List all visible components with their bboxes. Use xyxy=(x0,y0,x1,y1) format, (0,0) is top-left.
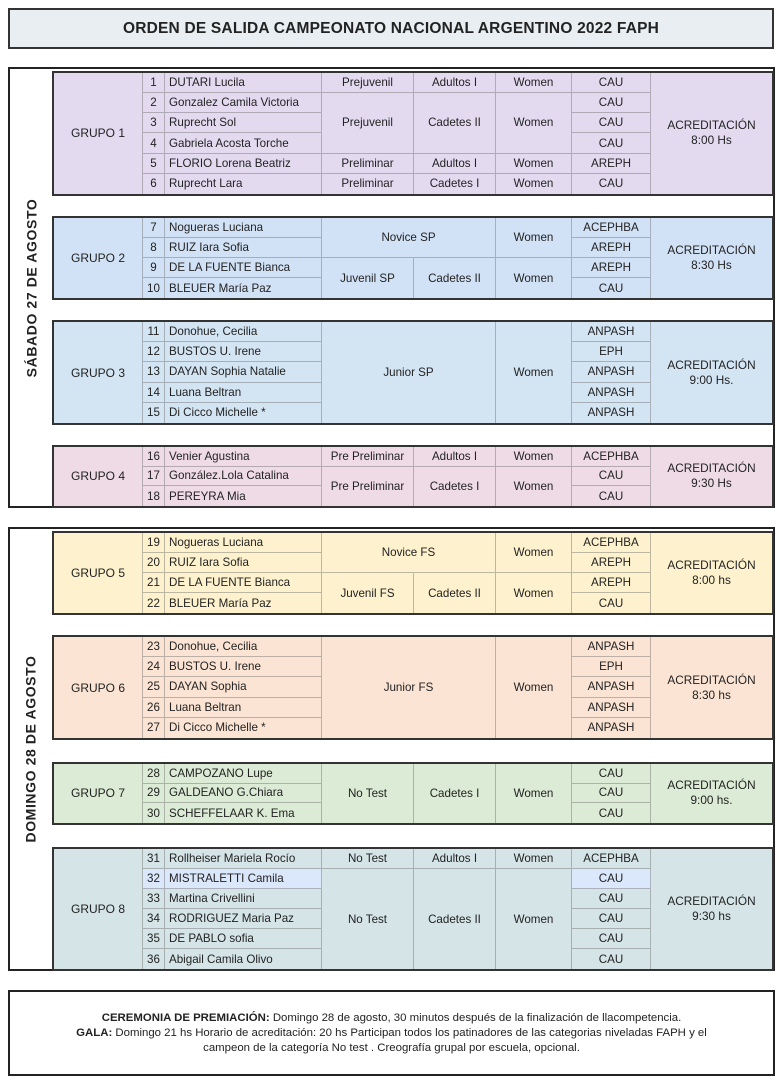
skater-number: 27 xyxy=(143,718,165,738)
club: ANPASH xyxy=(572,383,651,403)
group-5 xyxy=(52,531,774,615)
skater-number: 33 xyxy=(143,889,165,909)
skater-name: Ruprecht Sol xyxy=(165,113,322,133)
group-name: GRUPO 8 xyxy=(54,849,143,969)
skater-name: Di Cicco Michelle * xyxy=(165,718,322,738)
group-name: GRUPO 6 xyxy=(54,637,143,738)
accreditation xyxy=(651,73,772,194)
skater-number: 17 xyxy=(143,467,165,487)
group-name: GRUPO 5 xyxy=(54,533,143,613)
group-name: GRUPO 3 xyxy=(54,322,143,423)
category-gender: Women xyxy=(496,849,572,869)
skater-number: 20 xyxy=(143,553,165,573)
accreditation-label: ACREDITACIÓN xyxy=(667,461,756,476)
skater-number: 35 xyxy=(143,929,165,949)
day-label: SÁBADO 27 DE AGOSTO xyxy=(23,198,39,377)
skater-number: 12 xyxy=(143,342,165,362)
page-title: ORDEN DE SALIDA CAMPEONATO NACIONAL ARGENTINO 2022 FAPH xyxy=(8,8,774,49)
accreditation-time: 8:30 hs xyxy=(692,687,731,702)
gala-line xyxy=(76,1026,707,1041)
category-level: No Test xyxy=(322,869,414,969)
ceremony-label: CEREMONIA DE PREMIACIÓN: xyxy=(101,1011,270,1024)
category-age: Cadetes II xyxy=(414,573,496,613)
gala-text: Domingo 21 hs Horario de acreditación: 20 hs Participan todos los patinadores de las categorias niveladas FAPH y el xyxy=(115,1026,707,1039)
club: ANPASH xyxy=(572,362,651,382)
skater-name: GALDEANO G.Chiara xyxy=(165,784,322,804)
accreditation-label: ACREDITACIÓN xyxy=(667,558,756,572)
day-label: DOMINGO 28 DE AGOSTO xyxy=(23,655,39,843)
club: ANPASH xyxy=(572,322,651,342)
accreditation-label: ACREDITACIÓN xyxy=(667,672,756,687)
club: ANPASH xyxy=(572,718,651,738)
skater-number: 5 xyxy=(143,154,165,174)
category-age: Cadetes II xyxy=(414,869,496,969)
accreditation-time: 8:00 hs xyxy=(692,573,731,587)
club: AREPH xyxy=(572,238,651,258)
skater-name: PEREYRA Mia xyxy=(165,486,322,506)
accreditation-time: 9:30 hs xyxy=(692,909,731,923)
accreditation xyxy=(651,637,772,738)
club: CAU xyxy=(572,133,651,153)
category-level: Juvenil FS xyxy=(322,573,414,613)
skater-name: RUIZ Iara Sofia xyxy=(165,553,322,573)
group-name: GRUPO 2 xyxy=(54,218,143,298)
skater-name: DUTARI Lucila xyxy=(165,73,322,93)
ceremony-line xyxy=(102,1011,682,1026)
skater-number: 26 xyxy=(143,698,165,718)
skater-name: BLEUER María Paz xyxy=(165,278,322,298)
skater-number: 25 xyxy=(143,677,165,697)
skater-name: Nogueras Luciana xyxy=(165,218,322,238)
accreditation xyxy=(651,849,772,969)
skater-number: 32 xyxy=(143,869,165,889)
skater-name: Nogueras Luciana xyxy=(165,533,322,553)
skater-name: DE LA FUENTE Bianca xyxy=(165,573,322,593)
category-age: Adultos I xyxy=(414,154,496,174)
skater-number: 11 xyxy=(143,322,165,342)
skater-number: 28 xyxy=(143,764,165,784)
skater-number: 31 xyxy=(143,849,165,869)
skater-name: González.Lola Catalina xyxy=(165,467,322,487)
club: ACEPHBA xyxy=(572,533,651,553)
club: CAU xyxy=(572,889,651,909)
skater-number: 15 xyxy=(143,403,165,423)
club: CAU xyxy=(572,764,651,784)
category-level: Preliminar xyxy=(322,154,414,174)
club: EPH xyxy=(572,657,651,677)
category-level: Pre Preliminar xyxy=(322,447,414,467)
category-gender: Women xyxy=(496,73,572,93)
category-level: Junior SP xyxy=(322,322,496,423)
category-level: No Test xyxy=(322,764,414,823)
accreditation-time: 9:00 Hs. xyxy=(689,372,734,387)
skater-name: Donohue, Cecilia xyxy=(165,637,322,657)
club: CAU xyxy=(572,93,651,113)
category-gender: Women xyxy=(496,154,572,174)
skater-name: Venier Agustina xyxy=(165,447,322,467)
skater-name: BLEUER María Paz xyxy=(165,593,322,613)
category-level: Prejuvenil xyxy=(322,73,414,93)
skater-number: 30 xyxy=(143,803,165,823)
skater-number: 24 xyxy=(143,657,165,677)
accreditation-time: 9:30 Hs xyxy=(691,476,732,491)
club: CAU xyxy=(572,467,651,487)
accreditation-label: ACREDITACIÓN xyxy=(667,894,756,908)
accreditation xyxy=(651,764,772,823)
gala-line-2: campeon de la categoría No test . Creografía grupal por escuela, opcional. xyxy=(203,1041,580,1054)
skater-name: MISTRALETTI Camila xyxy=(165,869,322,889)
skater-name: BUSTOS U. Irene xyxy=(165,657,322,677)
skater-name: SCHEFFELAAR K. Ema xyxy=(165,803,322,823)
skater-name: BUSTOS U. Irene xyxy=(165,342,322,362)
club: CAU xyxy=(572,593,651,613)
club: EPH xyxy=(572,342,651,362)
skater-name: Ruprecht Lara xyxy=(165,174,322,194)
group-3 xyxy=(52,320,774,425)
accreditation-time: 8:30 Hs xyxy=(691,258,732,272)
skater-number: 13 xyxy=(143,362,165,382)
category-gender: Women xyxy=(496,218,572,258)
ceremony-text: Domingo 28 de agosto, 30 minutos después de la finalización de llacompetencia. xyxy=(272,1011,682,1024)
group-6 xyxy=(52,635,774,740)
club: CAU xyxy=(572,929,651,949)
skater-number: 19 xyxy=(143,533,165,553)
club: CAU xyxy=(572,73,651,93)
club: CAU xyxy=(572,869,651,889)
club: AREPH xyxy=(572,573,651,593)
club: CAU xyxy=(572,803,651,823)
skater-name: Rollheiser Mariela Rocío xyxy=(165,849,322,869)
category-age: Cadetes I xyxy=(414,764,496,823)
skater-name: Abigail Camila Olivo xyxy=(165,949,322,969)
category-level: Junior FS xyxy=(322,637,496,738)
category-gender: Women xyxy=(496,467,572,506)
group-2 xyxy=(52,216,774,300)
accreditation-label: ACREDITACIÓN xyxy=(667,357,756,372)
category-gender: Women xyxy=(496,174,572,194)
club: ANPASH xyxy=(572,637,651,657)
category-level: Novice FS xyxy=(322,533,496,573)
skater-name: DAYAN Sophia Natalie xyxy=(165,362,322,382)
category-gender: Women xyxy=(496,764,572,823)
skater-name: RODRIGUEZ Maria Paz xyxy=(165,909,322,929)
club: CAU xyxy=(572,174,651,194)
group-name: GRUPO 7 xyxy=(54,764,143,823)
group-8 xyxy=(52,847,774,971)
club: CAU xyxy=(572,909,651,929)
skater-name: FLORIO Lorena Beatriz xyxy=(165,154,322,174)
club: ANPASH xyxy=(572,698,651,718)
category-gender: Women xyxy=(496,93,572,154)
category-gender: Women xyxy=(496,869,572,969)
category-gender: Women xyxy=(496,322,572,423)
category-gender: Women xyxy=(496,637,572,738)
category-age: Cadetes I xyxy=(414,174,496,194)
group-7 xyxy=(52,762,774,825)
skater-number: 2 xyxy=(143,93,165,113)
accreditation xyxy=(651,218,772,298)
skater-number: 7 xyxy=(143,218,165,238)
accreditation-label: ACREDITACIÓN xyxy=(667,778,756,793)
skater-name: Martina Crivellini xyxy=(165,889,322,909)
skater-name: DE LA FUENTE Bianca xyxy=(165,258,322,278)
group-name: GRUPO 1 xyxy=(54,73,143,194)
category-age: Adultos I xyxy=(414,447,496,467)
group-name: GRUPO 4 xyxy=(54,447,143,506)
category-age: Adultos I xyxy=(414,73,496,93)
category-age: Cadetes II xyxy=(414,258,496,298)
accreditation-time: 8:00 Hs xyxy=(691,133,732,148)
category-gender: Women xyxy=(496,573,572,613)
category-level: No Test xyxy=(322,849,414,869)
club: AREPH xyxy=(572,258,651,278)
skater-name: Gonzalez Camila Victoria xyxy=(165,93,322,113)
day-block-saturday xyxy=(8,67,775,508)
category-level: Pre Preliminar xyxy=(322,467,414,506)
club: ACEPHBA xyxy=(572,849,651,869)
skater-name: Donohue, Cecilia xyxy=(165,322,322,342)
category-level: Preliminar xyxy=(322,174,414,194)
club: CAU xyxy=(572,113,651,133)
skater-number: 34 xyxy=(143,909,165,929)
club: ANPASH xyxy=(572,677,651,697)
day-block-sunday xyxy=(8,527,775,971)
group-1 xyxy=(52,71,774,196)
club: ACEPHBA xyxy=(572,218,651,238)
club: CAU xyxy=(572,784,651,804)
skater-number: 36 xyxy=(143,949,165,969)
skater-number: 4 xyxy=(143,133,165,153)
category-level: Novice SP xyxy=(322,218,496,258)
accreditation-label: ACREDITACIÓN xyxy=(667,118,756,133)
club: CAU xyxy=(572,949,651,969)
skater-number: 3 xyxy=(143,113,165,133)
skater-name: Luana Beltran xyxy=(165,698,322,718)
accreditation xyxy=(651,533,772,613)
accreditation xyxy=(651,447,772,506)
group-4 xyxy=(52,445,774,508)
category-gender: Women xyxy=(496,447,572,467)
skater-name: DE PABLO sofia xyxy=(165,929,322,949)
accreditation-time: 9:00 hs. xyxy=(690,793,733,808)
category-gender: Women xyxy=(496,258,572,298)
skater-number: 18 xyxy=(143,486,165,506)
club: ACEPHBA xyxy=(572,447,651,467)
skater-name: Gabriela Acosta Torche xyxy=(165,133,322,153)
skater-number: 8 xyxy=(143,238,165,258)
skater-number: 23 xyxy=(143,637,165,657)
skater-number: 6 xyxy=(143,174,165,194)
skater-number: 16 xyxy=(143,447,165,467)
skater-number: 9 xyxy=(143,258,165,278)
category-age: Cadetes II xyxy=(414,93,496,154)
category-gender: Women xyxy=(496,533,572,573)
notes-box xyxy=(8,990,775,1076)
skater-number: 21 xyxy=(143,573,165,593)
accreditation-label: ACREDITACIÓN xyxy=(667,243,756,257)
skater-name: CAMPOZANO Lupe xyxy=(165,764,322,784)
club: AREPH xyxy=(572,553,651,573)
gala-label: GALA: xyxy=(76,1026,113,1039)
category-age: Adultos I xyxy=(414,849,496,869)
skater-number: 10 xyxy=(143,278,165,298)
category-age: Cadetes I xyxy=(414,467,496,506)
category-level: Prejuvenil xyxy=(322,93,414,154)
skater-number: 14 xyxy=(143,383,165,403)
skater-name: Di Cicco Michelle * xyxy=(165,403,322,423)
club: CAU xyxy=(572,278,651,298)
club: ANPASH xyxy=(572,403,651,423)
skater-number: 29 xyxy=(143,784,165,804)
skater-name: RUIZ Iara Sofia xyxy=(165,238,322,258)
club: CAU xyxy=(572,486,651,506)
category-level: Juvenil SP xyxy=(322,258,414,298)
skater-number: 1 xyxy=(143,73,165,93)
skater-number: 22 xyxy=(143,593,165,613)
club: AREPH xyxy=(572,154,651,174)
accreditation xyxy=(651,322,772,423)
skater-name: Luana Beltran xyxy=(165,383,322,403)
skater-name: DAYAN Sophia xyxy=(165,677,322,697)
